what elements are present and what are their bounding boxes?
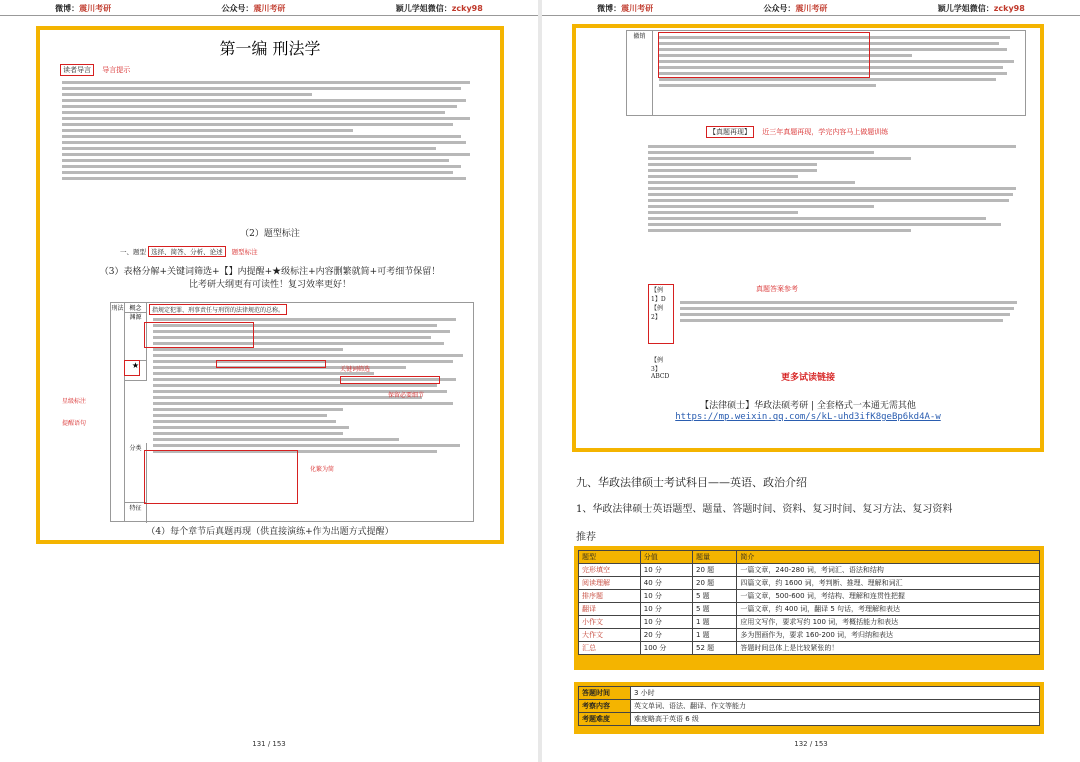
link-url[interactable]: https://mp.weixin.qq.com/s/kL-uhd3ifK8geBp6kd4A-w [675, 412, 941, 422]
table-cell: 答题时间总体上是比较紧张的！ [737, 642, 1040, 655]
table-cell: 10 分 [640, 603, 692, 616]
table-cell: 20 分 [640, 629, 692, 642]
real-question-tag: 【真题再现】 [706, 126, 754, 138]
cancel-table: 撤销 [626, 30, 1026, 116]
link-title: 【法律硕士】华政法硕考研 | 全套格式一本通无需其他 [700, 401, 916, 411]
exam-table [578, 686, 1040, 726]
caption-question-type: （2）题型标注 [240, 229, 300, 239]
caption-real-questions: （4）每个章节后真题再现（供直接演练+作为出题方式提醒） [146, 527, 394, 537]
table-cell: 一篇文章，240-280 词，考词汇、语法和结构 [737, 564, 1040, 577]
table-header-cell: 分值 [640, 551, 692, 564]
table-cell: 20 题 [692, 564, 736, 577]
table-cell: 小作文 [579, 616, 641, 629]
section-one-line2: 推荐 [576, 532, 596, 543]
table-cell: 40 分 [640, 577, 692, 590]
simplify-annotation: 化繁为简 [310, 466, 335, 473]
table-cell: 5 题 [692, 590, 736, 603]
page-header: 微博：震川考研 公众号：震川考研 颖儿学姐微信：zcky98 [542, 0, 1080, 16]
table-cell: 四篇文章，约 1600 词，考判断、推理、理解和词汇 [737, 577, 1040, 590]
table-cell: 100 分 [640, 642, 692, 655]
detail-annotation: 保留必要细节 [388, 392, 425, 399]
question-block [648, 142, 1024, 235]
table-row [579, 603, 1040, 616]
content-area: 第一编 刑法学 读者导言 导言提示 （2）题型标注 一、题型 选择、简答、分析、论述 题型标注 （3）表格分解+关键词筛选+【】内提醒+★级标注+内容删繁就简+可考细节保留！ 比考研大纲更有可读性！复习效率更好！ 刑法 概念 指规定犯罪、刑事责任与刑罚的法律规范的总称。 渊源 ★ 分类 特征 关键词筛选 保留必要细节 星级标注 提醒语句 化繁为简 （4）每个章节后真题再现（供直接演练+作为出题方式提醒） [40, 30, 500, 540]
question-types: 选择、简答、分析、论述 [148, 246, 226, 257]
section-nine: 九、华政法律硕士考试科目——英语、政治介绍 [576, 476, 807, 489]
table-cell: 10 分 [640, 616, 692, 629]
row-label-source: 渊源 [125, 313, 147, 361]
table-cell: 多为图画作为，要求 160-200 词，考归纳和表达 [737, 629, 1040, 642]
table-cell: 难度略高于英语 6 级 [631, 713, 1040, 726]
intro-text-block [62, 78, 478, 183]
table-cell: 大作文 [579, 629, 641, 642]
star-mark: ★ [125, 361, 147, 381]
page-number: 132 / 153 [794, 740, 828, 748]
keyword-annotation: 关键词筛选 [340, 366, 371, 373]
right-page [542, 0, 1080, 762]
english-table [578, 550, 1040, 655]
table-row [579, 616, 1040, 629]
table-cell: 5 题 [692, 603, 736, 616]
table-header-cell: 题型 [579, 551, 641, 564]
page-number: 131 / 153 [252, 740, 286, 748]
row-label-feature: 特征 [125, 503, 147, 523]
table-cell: 答题时间 [579, 687, 631, 700]
answer-annotation: 真题答案参考 [756, 285, 798, 293]
intro-box-label: 读者导言 [60, 64, 94, 76]
table-cell: 考题难度 [579, 713, 631, 726]
content-table: 刑法 概念 指规定犯罪、刑事责任与刑罚的法律规范的总称。 渊源 ★ 分类 特征 [110, 302, 474, 522]
answer-box: 【例 1】D 【例 2】 【例 3】ABCD [648, 284, 674, 344]
concept-text: 指规定犯罪、刑事责任与刑罚的法律规范的总称。 [149, 304, 287, 315]
real-question-annotation: 近三年真题再现，学完内容马上做题训练 [762, 128, 889, 136]
table-cell: 排序题 [579, 590, 641, 603]
table-cell: 一篇文章，约 400 词，翻译 5 句话，考理解和表达 [737, 603, 1040, 616]
table-row [579, 713, 1040, 726]
table-cell: 20 题 [692, 577, 736, 590]
chapter-title: 第一编 刑法学 [219, 39, 321, 58]
table-row [579, 564, 1040, 577]
table-cell: 一篇文章，500-600 词，考结构、理解和连贯性把握 [737, 590, 1040, 603]
table-cell: 10 分 [640, 564, 692, 577]
section-one-line1: 1、华政法律硕士英语题型、题量、答题时间、资料、复习时间、复习方法、复习资料 [576, 504, 953, 515]
content-area [576, 28, 1040, 448]
table-header-row [579, 551, 1040, 564]
table-cell: 汇总 [579, 642, 641, 655]
row-label-class: 分类 [125, 443, 147, 503]
table-cell: 阅读理解 [579, 577, 641, 590]
table-cell: 考察内容 [579, 700, 631, 713]
table-cell: 1 题 [692, 616, 736, 629]
table-row [579, 629, 1040, 642]
intro-annotation: 导言提示 [102, 66, 131, 74]
star-annotation: 星级标注 [62, 398, 87, 405]
table-cell: 翻译 [579, 603, 641, 616]
remind-annotation: 提醒语句 [62, 420, 87, 427]
table-cell: 10 分 [640, 590, 692, 603]
table-header-cell: 题量 [692, 551, 736, 564]
left-page [0, 0, 538, 762]
table-cell: 1 题 [692, 629, 736, 642]
table-cell: 应用文写作，要求写约 100 词，考概括能力和表达 [737, 616, 1040, 629]
table-cell: 3 小时 [631, 687, 1040, 700]
table-cell: 52 题 [692, 642, 736, 655]
table-row [579, 687, 1040, 700]
table-cell: 英文单词、语法、翻译、作文等能力 [631, 700, 1040, 713]
table-row [579, 577, 1040, 590]
question-type-annotation: 题型标注 [231, 248, 258, 256]
table-cell: 完形填空 [579, 564, 641, 577]
table-row [579, 700, 1040, 713]
more-links-title: 更多试读链接 [780, 373, 835, 383]
table-row [579, 590, 1040, 603]
table-row [579, 642, 1040, 655]
note-text: （3）表格分解+关键词筛选+【】内提醒+★级标注+内容删繁就简+可考细节保留！ 比考研大纲更有可读性！复习效率更好！ [99, 267, 441, 290]
page-header: 微博：震川考研 公众号：震川考研 颖儿学姐微信：zcky98 [0, 0, 538, 16]
table-header-cell: 简介 [737, 551, 1040, 564]
